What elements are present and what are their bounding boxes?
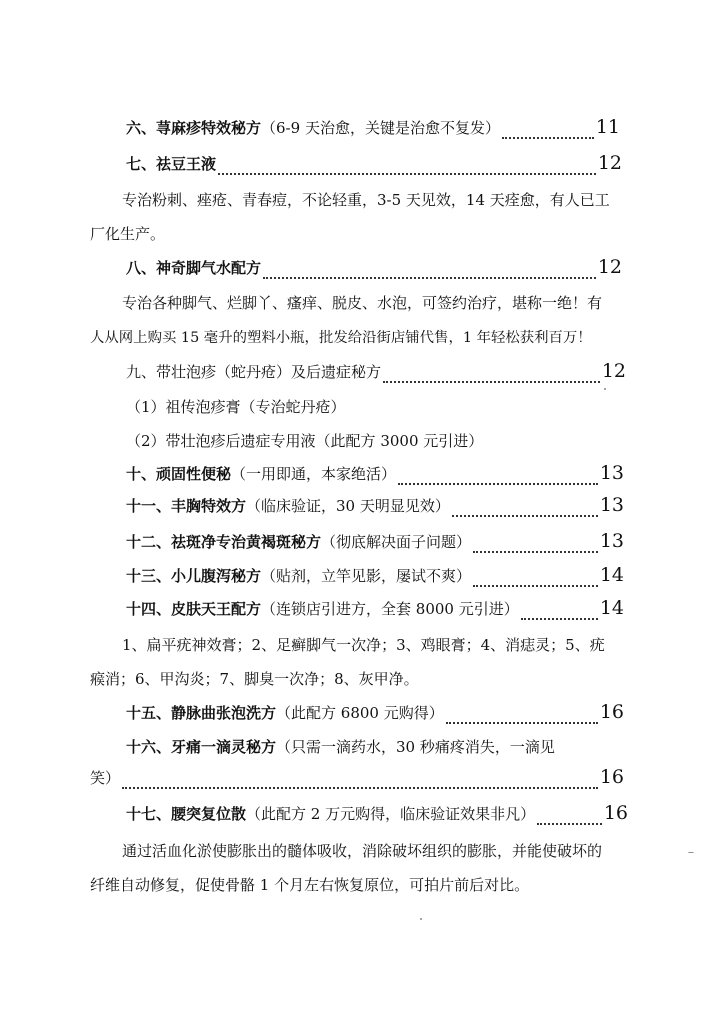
- leader-dots: [473, 541, 598, 553]
- toc-page-number: 12: [597, 152, 622, 174]
- paragraph-text: 瘊消；6、甲沟炎；7、脚臭一次净；8、灰甲净。: [90, 670, 419, 688]
- toc-entry-16: [0, 736, 724, 766]
- toc-entry-title: 十四、皮肤天王配方: [126, 600, 262, 618]
- toc-entry-title: 十五、静脉曲张泡洗方: [126, 704, 277, 722]
- toc-entry-14-desc-line-2: [0, 668, 724, 698]
- toc-entry-title: 十、顽固性便秘: [126, 465, 232, 483]
- sub-item-text: （2）带壮泡疹后遗症专用液（此配方 3000 元引进）: [126, 432, 484, 450]
- paragraph-text: 专治各种脚气、烂脚丫、瘙痒、脱皮、水泡，可签约治疗，堪称一绝！有: [122, 294, 603, 312]
- toc-entry-17: [0, 802, 724, 832]
- toc-entry-17-desc-line-1: [0, 840, 724, 870]
- leader-dots: [473, 575, 598, 587]
- leader-dots: [398, 473, 598, 485]
- toc-entry-title: 十七、腰突复位散: [126, 805, 247, 823]
- toc-entry-note: （临床验证，30 天明显见效）: [246, 497, 450, 515]
- toc-entry-16-cont: [0, 766, 724, 796]
- toc-page-number: 13: [599, 462, 624, 484]
- toc-entry-13: [0, 564, 724, 594]
- paragraph-text: 通过活血化淤使膨胀出的髓体吸收，消除破坏组织的膨胀，并能使破坏的: [122, 842, 603, 860]
- toc-entry-10: [0, 462, 724, 492]
- toc-entry-note: （此配方 6800 元购得）: [276, 704, 444, 722]
- toc-page-number: 14: [599, 564, 624, 586]
- leader-dots: [446, 712, 598, 724]
- scan-speck: [604, 388, 606, 390]
- toc-page-number: 13: [599, 494, 624, 516]
- toc-entry-note: （一用即通，本家绝活）: [231, 465, 397, 483]
- toc-entry-title: 十三、小儿腹泻秘方: [126, 567, 262, 585]
- toc-entry-title: 八、神奇脚气水配方: [126, 259, 262, 277]
- toc-entry-14-desc-line-1: [0, 634, 724, 664]
- toc-page-number: 12: [601, 360, 626, 382]
- toc-entry-title: 十六、牙痛一滴灵秘方: [126, 738, 277, 756]
- toc-page-number: 12: [597, 256, 622, 278]
- scan-speck: [420, 918, 422, 920]
- leader-dots: [452, 505, 598, 517]
- leader-dots: [263, 267, 596, 279]
- toc-entry-6: [0, 116, 724, 146]
- toc-entry-14: [0, 597, 724, 627]
- toc-entry-note: （连锁店引进方，全套 8000 元引进）: [261, 600, 519, 618]
- toc-entry-note: （贴剂，立竿见影，屡试不爽）: [261, 567, 472, 585]
- paragraph-text: 人从网上购买 15 毫升的塑料小瓶，批发给沿街店铺代售，1 年轻松获利百万！: [90, 330, 592, 346]
- leader-dots: [122, 777, 598, 789]
- leader-dots: [502, 127, 594, 139]
- toc-entry-note: （只需一滴药水，30 秒痛疼消失，一滴见: [276, 738, 555, 756]
- toc-entry-9: [0, 360, 724, 390]
- toc-entry-title: 七、祛豆王液: [126, 155, 217, 173]
- leader-dots: [537, 813, 602, 825]
- toc-entry-note: （此配方 2 万元购得，临床验证效果非凡）: [246, 805, 536, 823]
- paragraph-text: 1、扁平疣神效膏；2、足癣脚气一次净；3、鸡眼膏；4、消痣灵；5、疣: [122, 636, 605, 654]
- toc-entry-15: [0, 701, 724, 731]
- toc-entry-title: 六、荨麻疹特效秘方: [126, 119, 262, 137]
- toc-page-number: 16: [603, 802, 628, 824]
- toc-entry-title: 十一、丰胸特效方: [126, 497, 247, 515]
- toc-entry-title: 十二、祛斑净专治黄褐斑秘方: [126, 533, 322, 551]
- toc-entry-12: [0, 530, 724, 560]
- paragraph-text: 厂化生产。: [90, 225, 166, 243]
- paragraph-text: 纤维自动修复，促使骨骼 1 个月左右恢复原位，可拍片前后对比。: [90, 876, 530, 894]
- toc-entry-17-desc-line-2: [0, 874, 724, 904]
- toc-entry-title: 九、带壮泡疹（蛇丹疮）及后遗症秘方: [126, 363, 382, 381]
- leader-dots: [383, 371, 600, 383]
- toc-entry-11: [0, 494, 724, 524]
- toc-page-number: 14: [599, 597, 624, 619]
- toc-entry-note: （6-9 天治愈，关键是治愈不复发）: [261, 119, 500, 137]
- toc-entry-8-desc-line-2: [0, 326, 724, 356]
- toc-entry-7: [0, 152, 724, 182]
- paragraph-text: 专治粉刺、痤疮、青春痘，不论轻重，3-5 天见效，14 天痊愈，有人已工: [122, 191, 610, 209]
- toc-entry-9-sub-2: [0, 430, 724, 460]
- toc-page-number: 11: [595, 116, 620, 138]
- leader-dots: [521, 608, 598, 620]
- leader-dots: [218, 163, 596, 175]
- toc-entry-7-desc-line-2: [0, 223, 724, 253]
- toc-entry-note-cont: 笑）: [90, 769, 121, 787]
- toc-page-number: 16: [599, 701, 624, 723]
- scan-speck: [688, 852, 694, 853]
- toc-page-number: 16: [599, 766, 624, 788]
- toc-page-number: 13: [599, 530, 624, 552]
- sub-item-text: （1）祖传泡疹膏（专治蛇丹疮）: [126, 398, 346, 416]
- toc-entry-7-desc-line-1: [0, 189, 724, 219]
- toc-entry-note: （彻底解决面子问题）: [321, 533, 472, 551]
- toc-entry-8-desc-line-1: [0, 292, 724, 322]
- toc-entry-9-sub-1: [0, 396, 724, 426]
- toc-entry-8: [0, 256, 724, 286]
